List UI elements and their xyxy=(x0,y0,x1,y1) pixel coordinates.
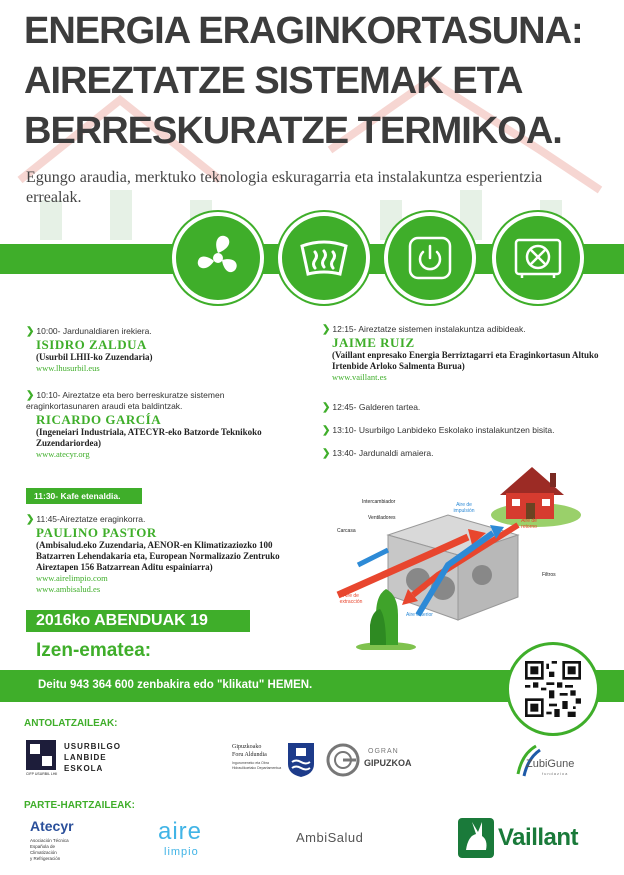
coffee-break-text: 11:30- Kafe etenaldia. xyxy=(34,491,121,501)
speaker-name: JAIME RUIZ xyxy=(332,335,415,350)
power-icon-circle xyxy=(384,212,476,304)
arrow-icon: ❯ xyxy=(322,324,331,335)
schedule-item-1 xyxy=(26,326,296,374)
label-filtros: Filtros xyxy=(542,572,556,578)
schedule-time: 10:00- Jardunaldiaren irekiera. xyxy=(36,326,152,336)
zubigune-name: ZubiGune xyxy=(526,758,575,770)
arrow-icon: ❯ xyxy=(26,390,35,401)
participants-label: PARTE-HARTZAILEAK: xyxy=(24,800,135,811)
website-link[interactable]: www.vaillant.es xyxy=(332,372,387,382)
usurbil-line-1: USURBILGO xyxy=(64,742,121,751)
vaillant-hare-icon xyxy=(458,818,494,858)
speaker-name: PAULINO PASTOR xyxy=(36,525,157,540)
schedule-time: 13:40- Jardunaldi amaiera. xyxy=(332,448,434,458)
schedule-time: 11:45-Aireztatze eraginkorra. xyxy=(36,514,146,524)
ogran-logo xyxy=(326,742,426,780)
ventilation-unit-icon-circle xyxy=(492,212,584,304)
vaillant-logo xyxy=(458,818,608,862)
gipuzkoa-line-1: Gipuzkoako xyxy=(232,744,262,750)
ambisalud-logo: AmbiSalud xyxy=(296,830,364,845)
organizers-label: ANTOLATZAILEAK: xyxy=(24,718,118,729)
label-ventiladores: Ventiladores xyxy=(368,515,396,521)
ogran-top: OGRAN xyxy=(368,748,399,755)
arrow-icon: ❯ xyxy=(322,402,331,413)
ventilation-unit-icon xyxy=(496,216,580,300)
gipuzkoa-line-2: Foru Aldundia xyxy=(232,752,267,758)
website-link[interactable]: www.airelimpio.com xyxy=(36,573,108,583)
fan-icon xyxy=(176,216,260,300)
usurbil-small: CIFP USURBIL LHII xyxy=(26,772,58,776)
label-aire-extraccion: Aire de extracción xyxy=(339,593,363,605)
website-link[interactable]: www.lhusurbil.eus xyxy=(36,363,100,373)
schedule-item-2 xyxy=(26,390,296,460)
label-aire-impulsion: Aire de impulsión xyxy=(453,502,475,514)
gipuzkoa-small-2: Hidraulikoetako Departamentua xyxy=(232,766,282,770)
registration-text[interactable]: Deitu 943 364 600 zenbakira edo "klikatu" HEMEN. xyxy=(38,679,313,691)
usurbil-logo xyxy=(26,740,136,780)
schedule-time: 12:15- Aireztatze sistemen instalakuntza adibideak. xyxy=(332,324,526,334)
arrow-icon: ❯ xyxy=(26,514,35,525)
registration-heading: Izen-ematea: xyxy=(36,640,152,661)
date-box xyxy=(26,610,250,632)
ogran-bottom: GIPUZKOA xyxy=(364,758,412,768)
arrow-icon: ❯ xyxy=(322,448,331,459)
arrow-icon: ❯ xyxy=(26,326,35,337)
schedule-item-4 xyxy=(322,324,602,383)
schedule-time: 13:10- Usurbilgo Lanbideko Eskolako instalakuntzen bisita. xyxy=(332,425,555,435)
fan-icon-circle xyxy=(172,212,264,304)
aire-limpio-top: aire xyxy=(158,818,203,845)
atecyr-small-4: y Refrigeración xyxy=(30,856,61,861)
schedule-item-5 xyxy=(322,402,602,413)
gipuzkoa-small-1: Ingurumeneko eta Obra xyxy=(232,761,269,765)
windshield-heat-icon-circle xyxy=(278,212,370,304)
vaillant-name: Vaillant xyxy=(498,824,579,851)
heat-recovery-diagram xyxy=(318,455,608,650)
schedule-time: 12:45- Galderen tartea. xyxy=(332,402,421,412)
speaker-name: ISIDRO ZALDUA xyxy=(36,337,147,352)
qr-circle[interactable] xyxy=(506,642,600,736)
usurbil-logo-icon xyxy=(26,740,56,774)
speaker-role: (Usurbil LHII-ko Zuzendaria) xyxy=(36,352,153,362)
aire-limpio-logo xyxy=(158,818,228,864)
gipuzkoa-shield-icon xyxy=(287,742,315,778)
title-line-1: ENERGIA ERAGINKORTASUNA: xyxy=(24,10,583,52)
title-line-3: BERRESKURATZE TERMIKOA. xyxy=(24,110,562,152)
speaker-role: (Vaillant enpresako Energia Berriztagarri eta Eraginkortasun Altuko Irtenbide Arloko Salmenta Burua) xyxy=(332,350,599,371)
usurbil-line-3: ESKOLA xyxy=(64,764,104,773)
qr-code-icon xyxy=(525,661,581,717)
website-link[interactable]: www.atecyr.org xyxy=(36,449,90,459)
usurbil-line-2: LANBIDE xyxy=(64,753,107,762)
website-link[interactable]: www.ambisalud.es xyxy=(36,584,101,594)
coffee-break-box xyxy=(26,488,142,504)
schedule-item-6 xyxy=(322,425,612,436)
arrow-icon: ❯ xyxy=(322,425,331,436)
label-aire-exterior: Aire exterior xyxy=(406,612,433,618)
atecyr-small-2: Española de xyxy=(30,844,56,849)
schedule-time: 10:10- Aireztatze eta bero berreskuratze sistemen eraginkortasunaren araudi eta baldintzak. xyxy=(26,390,225,411)
speaker-role: (Ambisalud.eko Zuzendaria, AENOR-en Klimatizaziozko 100 Batzarren Lehendakaria eta, European Normalizazio Zentruko Aireztapen 156 Batzarrean Aditu espainiarra) xyxy=(36,540,280,572)
atecyr-name: Atecyr xyxy=(30,818,74,834)
power-icon xyxy=(388,216,472,300)
speaker-role: (Ingeneiari Industriala, ATECYR-eko Batzorde Teknikoko Zuzendariordea) xyxy=(36,427,262,448)
event-date: 2016ko ABENDUAK 19 xyxy=(36,612,208,629)
speaker-name: RICARDO GARCÍA xyxy=(36,412,162,427)
zubigune-logo xyxy=(512,744,602,780)
label-intercambiador: Intercambiador xyxy=(362,499,396,505)
title-line-2: AIREZTATZE SISTEMAK ETA xyxy=(24,60,523,102)
schedule-item-3 xyxy=(26,514,306,595)
subtitle: Egungo araudia, merktuko teknologia eskuragarria eta instalakuntza esperientzia errealak. xyxy=(26,169,543,206)
atecyr-logo xyxy=(26,816,106,872)
atecyr-small-3: Climatización xyxy=(30,850,57,855)
ogran-g-icon xyxy=(326,742,360,778)
zubigune-small: fundazioa xyxy=(542,771,569,776)
label-aire-retorno: Aire de retorno xyxy=(521,518,537,530)
label-carcasa: Carcasa xyxy=(337,528,356,534)
aire-limpio-bottom: limpio xyxy=(164,846,199,858)
atecyr-small-1: Asociación Técnica xyxy=(30,838,69,843)
windshield-heat-icon xyxy=(282,216,366,300)
